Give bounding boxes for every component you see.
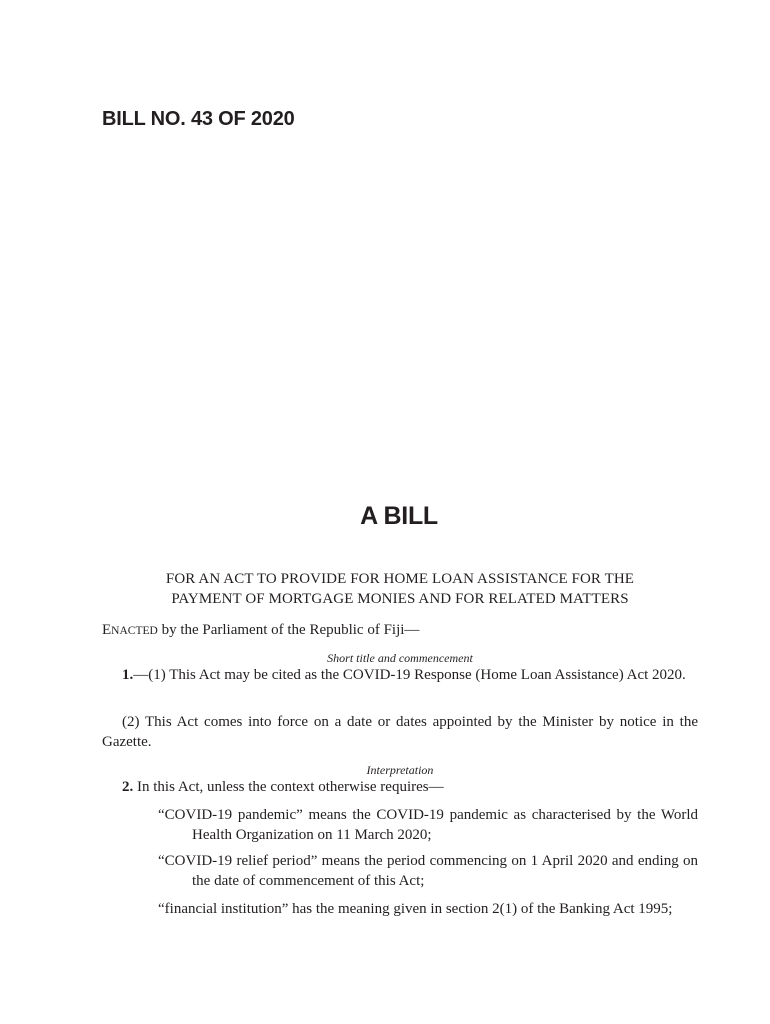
long-title-line-2: PAYMENT OF MORTGAGE MONIES AND FOR RELATED MATTERS bbox=[171, 591, 629, 607]
enacting-small-caps: NACTED bbox=[111, 625, 158, 637]
section-1-heading: Short title and commencement bbox=[327, 651, 473, 665]
enacting-initial: E bbox=[102, 622, 112, 638]
section-1-number: 1. bbox=[122, 667, 134, 683]
definition-financial-institution: “financial institution” has the meaning given in section 2(1) of the Banking Act 1995; bbox=[158, 901, 673, 917]
section-2-intro-text: In this Act, unless the context otherwise requires— bbox=[133, 779, 444, 795]
bill-number: BILL NO. 43 OF 2020 bbox=[102, 108, 295, 130]
section-2-heading: Interpretation bbox=[366, 763, 434, 777]
definition-covid-19-pandemic: “COVID-19 pandemic” means the COVID-19 pandemic as characterised by the World Health Organization on 11 March 2020; bbox=[158, 807, 698, 843]
section-1-subsection-1 bbox=[102, 665, 698, 685]
enacting-clause bbox=[102, 620, 698, 641]
section-1-subsection-2: (2) This Act comes into force on a date or dates appointed by the Minister by notice in the Gazette. bbox=[102, 714, 698, 750]
section-2-number: 2. bbox=[122, 779, 134, 795]
enacting-text: by the Parliament of the Republic of Fiji— bbox=[157, 622, 420, 638]
section-2-intro bbox=[102, 777, 698, 797]
section-1-subsection-1-text: —(1) This Act may be cited as the COVID-19 Response (Home Loan Assistance) Act 2020. bbox=[133, 667, 686, 683]
definition-covid-19-relief-period: “COVID-19 relief period” means the period commencing on 1 April 2020 and ending on the date of commencement of this Act; bbox=[158, 853, 698, 889]
long-title-line-1: FOR AN ACT TO PROVIDE FOR HOME LOAN ASSISTANCE FOR THE bbox=[165, 571, 635, 587]
long-title bbox=[102, 569, 698, 609]
bill-title: A BILL bbox=[360, 502, 438, 530]
